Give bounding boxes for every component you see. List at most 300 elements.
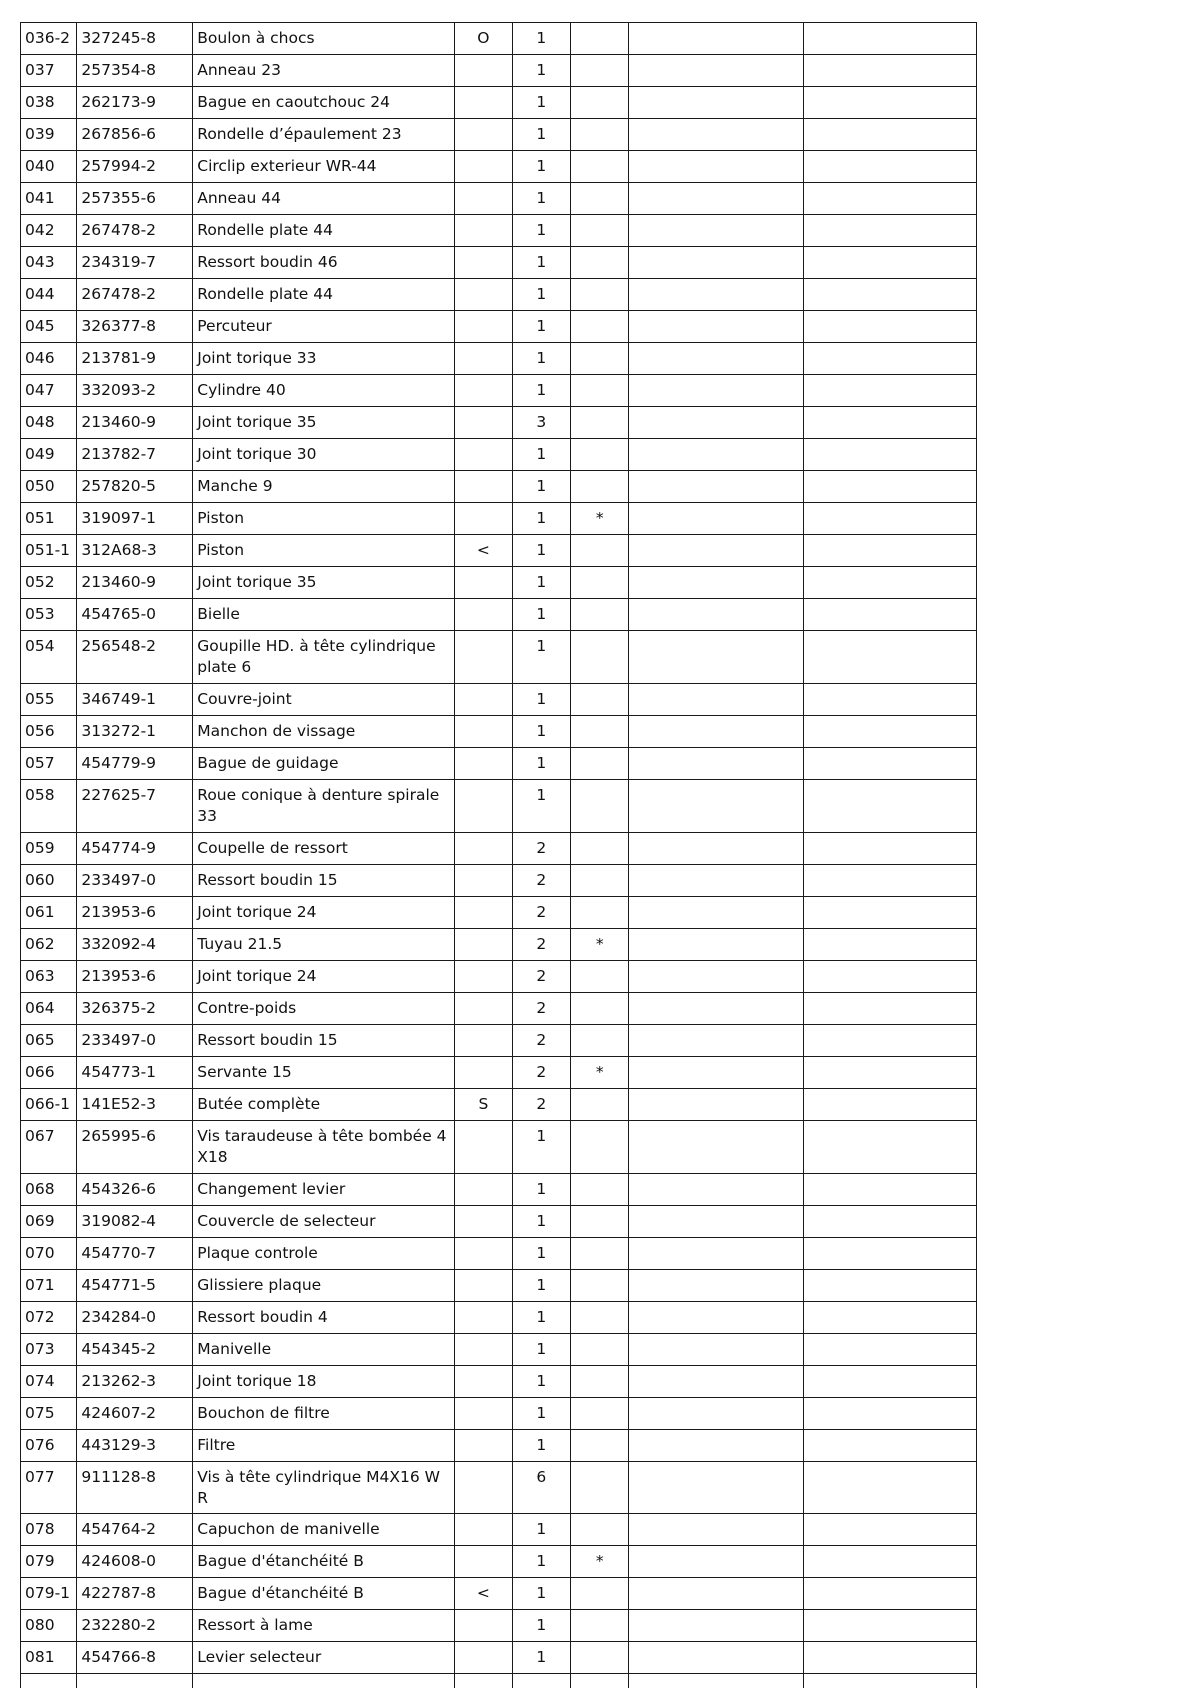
table-row-continued bbox=[21, 1674, 977, 1688]
part-number-cell: 213460-9 bbox=[77, 567, 193, 599]
empty-cell bbox=[629, 865, 803, 897]
table-row bbox=[21, 716, 977, 748]
parts-list-table bbox=[20, 22, 977, 1688]
quantity-cell: 1 bbox=[512, 439, 570, 471]
empty-cell bbox=[803, 1546, 976, 1578]
note-cell: * bbox=[570, 1057, 628, 1089]
empty-cell bbox=[803, 1430, 976, 1462]
note-cell bbox=[570, 279, 628, 311]
part-number-cell: 326377-8 bbox=[77, 311, 193, 343]
empty-cell bbox=[629, 1121, 803, 1174]
note-cell bbox=[570, 780, 628, 833]
description-cell: Rondelle plate 44 bbox=[193, 215, 455, 247]
description-cell: Joint torique 35 bbox=[193, 567, 455, 599]
item-number-cell: 079 bbox=[21, 1546, 77, 1578]
description-cell: Manchon de vissage bbox=[193, 716, 455, 748]
empty-cell bbox=[803, 23, 976, 55]
empty-cell bbox=[629, 1270, 803, 1302]
table-row bbox=[21, 1238, 977, 1270]
empty-cell bbox=[803, 1238, 976, 1270]
table-row bbox=[21, 343, 977, 375]
empty-cell bbox=[803, 311, 976, 343]
empty-cell bbox=[803, 439, 976, 471]
table-row bbox=[21, 1302, 977, 1334]
table-row bbox=[21, 684, 977, 716]
empty-cell bbox=[629, 1089, 803, 1121]
quantity-cell: 1 bbox=[512, 375, 570, 407]
mark-cell bbox=[455, 215, 512, 247]
mark-cell bbox=[455, 503, 512, 535]
table-row bbox=[21, 1546, 977, 1578]
empty-cell bbox=[629, 471, 803, 503]
item-number-cell: 054 bbox=[21, 631, 77, 684]
part-number-cell: 319082-4 bbox=[77, 1206, 193, 1238]
mark-cell bbox=[455, 1366, 512, 1398]
item-number-cell: 036-2 bbox=[21, 23, 77, 55]
description-cell: Couvercle de selecteur bbox=[193, 1206, 455, 1238]
part-number-cell: 422787-8 bbox=[77, 1578, 193, 1610]
description-cell: Glissiere plaque bbox=[193, 1270, 455, 1302]
quantity-cell: 1 bbox=[512, 535, 570, 567]
note-cell bbox=[570, 1398, 628, 1430]
note-cell bbox=[570, 55, 628, 87]
part-number-cell: 257820-5 bbox=[77, 471, 193, 503]
empty-cell bbox=[803, 929, 976, 961]
table-row bbox=[21, 439, 977, 471]
description-cell: Ressort boudin 46 bbox=[193, 247, 455, 279]
mark-cell bbox=[455, 993, 512, 1025]
mark-cell: < bbox=[455, 535, 512, 567]
quantity-cell: 1 bbox=[512, 599, 570, 631]
part-number-cell: 319097-1 bbox=[77, 503, 193, 535]
empty-cell bbox=[803, 599, 976, 631]
table-row bbox=[21, 87, 977, 119]
note-cell bbox=[570, 1302, 628, 1334]
empty-cell bbox=[803, 279, 976, 311]
empty-cell bbox=[629, 247, 803, 279]
empty-cell bbox=[803, 151, 976, 183]
part-number-cell: 227625-7 bbox=[77, 780, 193, 833]
note-cell bbox=[570, 439, 628, 471]
description-cell: Servante 15 bbox=[193, 1057, 455, 1089]
quantity-cell: 2 bbox=[512, 865, 570, 897]
description-cell: Joint torique 33 bbox=[193, 343, 455, 375]
quantity-cell: 1 bbox=[512, 1302, 570, 1334]
quantity-cell: 2 bbox=[512, 961, 570, 993]
table-row bbox=[21, 1462, 977, 1514]
empty-cell bbox=[629, 1174, 803, 1206]
mark-cell bbox=[455, 55, 512, 87]
quantity-cell: 1 bbox=[512, 684, 570, 716]
part-number-cell: 312A68-3 bbox=[77, 535, 193, 567]
table-row bbox=[21, 631, 977, 684]
note-cell bbox=[570, 865, 628, 897]
empty-cell bbox=[629, 279, 803, 311]
description-cell: Ressort à lame bbox=[193, 1610, 455, 1642]
table-row bbox=[21, 1642, 977, 1674]
empty-cell bbox=[803, 1462, 976, 1514]
description-cell: Ressort boudin 4 bbox=[193, 1302, 455, 1334]
empty-cell bbox=[803, 716, 976, 748]
note-cell bbox=[570, 716, 628, 748]
empty-cell bbox=[803, 684, 976, 716]
item-number-cell: 062 bbox=[21, 929, 77, 961]
note-cell bbox=[570, 1089, 628, 1121]
description-cell: Rondelle d’épaulement 23 bbox=[193, 119, 455, 151]
item-number-cell: 069 bbox=[21, 1206, 77, 1238]
table-row bbox=[21, 1578, 977, 1610]
part-number-cell: 141E52-3 bbox=[77, 1089, 193, 1121]
description-cell: Percuteur bbox=[193, 311, 455, 343]
quantity-cell: 1 bbox=[512, 1174, 570, 1206]
table-row bbox=[21, 1366, 977, 1398]
table-row bbox=[21, 897, 977, 929]
empty-cell bbox=[629, 631, 803, 684]
quantity-cell: 2 bbox=[512, 1089, 570, 1121]
empty-cell bbox=[803, 1334, 976, 1366]
description-cell: Rondelle plate 44 bbox=[193, 279, 455, 311]
empty-cell bbox=[629, 897, 803, 929]
quantity-cell: 1 bbox=[512, 247, 570, 279]
quantity-cell: 2 bbox=[512, 833, 570, 865]
item-number-cell: 075 bbox=[21, 1398, 77, 1430]
quantity-cell: 1 bbox=[512, 1206, 570, 1238]
table-row bbox=[21, 993, 977, 1025]
table-row bbox=[21, 1121, 977, 1174]
description-cell: Bouchon de filtre bbox=[193, 1398, 455, 1430]
empty-cell bbox=[803, 1398, 976, 1430]
table-row bbox=[21, 311, 977, 343]
table-row bbox=[21, 1430, 977, 1462]
description-cell: Bielle bbox=[193, 599, 455, 631]
item-number-cell: 056 bbox=[21, 716, 77, 748]
quantity-cell: 2 bbox=[512, 897, 570, 929]
part-number-cell: 332093-2 bbox=[77, 375, 193, 407]
description-cell: Vis à tête cylindrique M4X16 WR bbox=[193, 1462, 455, 1514]
item-number-cell: 038 bbox=[21, 87, 77, 119]
note-cell bbox=[570, 119, 628, 151]
note-cell bbox=[570, 151, 628, 183]
empty-cell bbox=[803, 375, 976, 407]
empty-cell bbox=[629, 1302, 803, 1334]
quantity-cell: 2 bbox=[512, 929, 570, 961]
part-number-cell: 257355-6 bbox=[77, 183, 193, 215]
empty-cell bbox=[803, 87, 976, 119]
mark-cell bbox=[455, 961, 512, 993]
mark-cell bbox=[455, 343, 512, 375]
empty-cell bbox=[629, 439, 803, 471]
empty-cell bbox=[629, 183, 803, 215]
table-row bbox=[21, 279, 977, 311]
part-number-cell: 213460-9 bbox=[77, 407, 193, 439]
item-number-cell: 080 bbox=[21, 1610, 77, 1642]
mark-cell bbox=[455, 1174, 512, 1206]
description-cell: Bague d'étanchéité B bbox=[193, 1546, 455, 1578]
empty-cell bbox=[803, 780, 976, 833]
note-cell bbox=[570, 961, 628, 993]
note-cell bbox=[570, 215, 628, 247]
mark-cell bbox=[455, 1270, 512, 1302]
table-row bbox=[21, 23, 977, 55]
description-cell: Capuchon de manivelle bbox=[193, 1514, 455, 1546]
mark-cell bbox=[455, 1057, 512, 1089]
empty-cell bbox=[629, 1642, 803, 1674]
note-cell bbox=[570, 23, 628, 55]
part-number-cell: 213781-9 bbox=[77, 343, 193, 375]
part-number-cell: 233497-0 bbox=[77, 1025, 193, 1057]
quantity-cell: 1 bbox=[512, 279, 570, 311]
note-cell bbox=[570, 407, 628, 439]
part-number-cell: 213953-6 bbox=[77, 961, 193, 993]
empty-cell bbox=[629, 1430, 803, 1462]
table-row bbox=[21, 1174, 977, 1206]
note-cell bbox=[570, 1334, 628, 1366]
item-number-cell: 053 bbox=[21, 599, 77, 631]
description-cell: Contre-poids bbox=[193, 993, 455, 1025]
item-number-cell: 063 bbox=[21, 961, 77, 993]
quantity-cell: 1 bbox=[512, 1514, 570, 1546]
empty-cell bbox=[629, 1238, 803, 1270]
quantity-cell: 1 bbox=[512, 1610, 570, 1642]
table-row bbox=[21, 1270, 977, 1302]
item-number-cell: 042 bbox=[21, 215, 77, 247]
empty-cell bbox=[629, 343, 803, 375]
note-cell bbox=[570, 535, 628, 567]
item-number-cell: 055 bbox=[21, 684, 77, 716]
table-row bbox=[21, 1206, 977, 1238]
table-row bbox=[21, 183, 977, 215]
part-number-cell: 326375-2 bbox=[77, 993, 193, 1025]
note-cell bbox=[570, 87, 628, 119]
item-number-cell: 070 bbox=[21, 1238, 77, 1270]
quantity-cell: 1 bbox=[512, 1578, 570, 1610]
item-number-cell: 057 bbox=[21, 748, 77, 780]
quantity-cell: 1 bbox=[512, 1430, 570, 1462]
description-cell: Ressort boudin 15 bbox=[193, 865, 455, 897]
mark-cell bbox=[455, 183, 512, 215]
item-number-cell: 048 bbox=[21, 407, 77, 439]
empty-cell bbox=[629, 1366, 803, 1398]
description-cell: Joint torique 24 bbox=[193, 897, 455, 929]
mark-cell bbox=[455, 1238, 512, 1270]
description-cell: Vis taraudeuse à tête bombée 4X18 bbox=[193, 1121, 455, 1174]
description-cell: Changement levier bbox=[193, 1174, 455, 1206]
empty-cell bbox=[803, 833, 976, 865]
empty-cell bbox=[629, 503, 803, 535]
empty-cell bbox=[803, 865, 976, 897]
empty-cell bbox=[629, 1578, 803, 1610]
note-cell bbox=[570, 1514, 628, 1546]
description-cell: Manche 9 bbox=[193, 471, 455, 503]
description-cell: Piston bbox=[193, 535, 455, 567]
note-cell bbox=[570, 1462, 628, 1514]
empty-cell bbox=[629, 87, 803, 119]
quantity-cell: 1 bbox=[512, 151, 570, 183]
description-cell: Filtre bbox=[193, 1430, 455, 1462]
empty-cell bbox=[803, 55, 976, 87]
table-row bbox=[21, 748, 977, 780]
empty-cell bbox=[455, 1674, 512, 1688]
table-row bbox=[21, 1334, 977, 1366]
empty-cell bbox=[629, 119, 803, 151]
description-cell: Bague de guidage bbox=[193, 748, 455, 780]
item-number-cell: 047 bbox=[21, 375, 77, 407]
mark-cell bbox=[455, 748, 512, 780]
empty-cell bbox=[803, 343, 976, 375]
note-cell bbox=[570, 1174, 628, 1206]
empty-cell bbox=[803, 1270, 976, 1302]
empty-cell bbox=[629, 151, 803, 183]
item-number-cell: 050 bbox=[21, 471, 77, 503]
empty-cell bbox=[629, 1674, 803, 1688]
part-number-cell: 257994-2 bbox=[77, 151, 193, 183]
part-number-cell: 454766-8 bbox=[77, 1642, 193, 1674]
quantity-cell: 1 bbox=[512, 23, 570, 55]
note-cell bbox=[570, 1610, 628, 1642]
description-cell: Bague d'étanchéité B bbox=[193, 1578, 455, 1610]
empty-cell bbox=[193, 1674, 455, 1688]
description-cell: Joint torique 18 bbox=[193, 1366, 455, 1398]
quantity-cell: 1 bbox=[512, 567, 570, 599]
mark-cell bbox=[455, 897, 512, 929]
item-number-cell: 064 bbox=[21, 993, 77, 1025]
item-number-cell: 039 bbox=[21, 119, 77, 151]
part-number-cell: 233497-0 bbox=[77, 865, 193, 897]
item-number-cell: 059 bbox=[21, 833, 77, 865]
empty-cell bbox=[803, 471, 976, 503]
empty-cell bbox=[803, 1674, 976, 1688]
table-row bbox=[21, 1057, 977, 1089]
table-row bbox=[21, 471, 977, 503]
item-number-cell: 043 bbox=[21, 247, 77, 279]
item-number-cell: 078 bbox=[21, 1514, 77, 1546]
empty-cell bbox=[629, 599, 803, 631]
item-number-cell: 052 bbox=[21, 567, 77, 599]
item-number-cell: 051 bbox=[21, 503, 77, 535]
note-cell bbox=[570, 1025, 628, 1057]
mark-cell bbox=[455, 1206, 512, 1238]
quantity-cell: 1 bbox=[512, 1270, 570, 1302]
note-cell bbox=[570, 183, 628, 215]
description-cell: Manivelle bbox=[193, 1334, 455, 1366]
quantity-cell: 1 bbox=[512, 55, 570, 87]
part-number-cell: 454770-7 bbox=[77, 1238, 193, 1270]
table-row bbox=[21, 215, 977, 247]
part-number-cell: 267478-2 bbox=[77, 215, 193, 247]
mark-cell bbox=[455, 1398, 512, 1430]
mark-cell bbox=[455, 716, 512, 748]
quantity-cell: 1 bbox=[512, 631, 570, 684]
quantity-cell: 1 bbox=[512, 1642, 570, 1674]
table-row bbox=[21, 1610, 977, 1642]
parts-list-body bbox=[21, 23, 977, 1688]
note-cell bbox=[570, 1121, 628, 1174]
empty-cell bbox=[803, 1302, 976, 1334]
empty-cell bbox=[629, 1057, 803, 1089]
empty-cell bbox=[803, 1610, 976, 1642]
item-number-cell: 081 bbox=[21, 1642, 77, 1674]
mark-cell bbox=[455, 1514, 512, 1546]
item-number-cell: 079-1 bbox=[21, 1578, 77, 1610]
description-cell: Piston bbox=[193, 503, 455, 535]
quantity-cell: 1 bbox=[512, 1238, 570, 1270]
empty-cell bbox=[803, 1174, 976, 1206]
table-row bbox=[21, 929, 977, 961]
part-number-cell: 234284-0 bbox=[77, 1302, 193, 1334]
empty-cell bbox=[629, 1206, 803, 1238]
table-row bbox=[21, 375, 977, 407]
empty-cell bbox=[803, 567, 976, 599]
item-number-cell: 066 bbox=[21, 1057, 77, 1089]
empty-cell bbox=[803, 1121, 976, 1174]
description-cell: Joint torique 35 bbox=[193, 407, 455, 439]
table-row bbox=[21, 1398, 977, 1430]
description-cell: Butée complète bbox=[193, 1089, 455, 1121]
empty-cell bbox=[512, 1674, 570, 1688]
item-number-cell: 072 bbox=[21, 1302, 77, 1334]
description-cell: Cylindre 40 bbox=[193, 375, 455, 407]
item-number-cell: 060 bbox=[21, 865, 77, 897]
note-cell bbox=[570, 1270, 628, 1302]
empty-cell bbox=[629, 55, 803, 87]
mark-cell bbox=[455, 1642, 512, 1674]
empty-cell bbox=[629, 567, 803, 599]
quantity-cell: 1 bbox=[512, 1366, 570, 1398]
mark-cell bbox=[455, 631, 512, 684]
table-row bbox=[21, 119, 977, 151]
description-cell: Roue conique à denture spirale 33 bbox=[193, 780, 455, 833]
quantity-cell: 1 bbox=[512, 748, 570, 780]
empty-cell bbox=[629, 833, 803, 865]
mark-cell bbox=[455, 471, 512, 503]
mark-cell bbox=[455, 1302, 512, 1334]
part-number-cell: 346749-1 bbox=[77, 684, 193, 716]
part-number-cell: 265995-6 bbox=[77, 1121, 193, 1174]
description-cell: Anneau 23 bbox=[193, 55, 455, 87]
table-row bbox=[21, 151, 977, 183]
part-number-cell: 454765-0 bbox=[77, 599, 193, 631]
quantity-cell: 2 bbox=[512, 1025, 570, 1057]
table-row bbox=[21, 780, 977, 833]
empty-cell bbox=[803, 631, 976, 684]
part-number-cell: 267856-6 bbox=[77, 119, 193, 151]
quantity-cell: 1 bbox=[512, 343, 570, 375]
note-cell: * bbox=[570, 1546, 628, 1578]
empty-cell bbox=[629, 1398, 803, 1430]
mark-cell bbox=[455, 87, 512, 119]
empty-cell bbox=[629, 23, 803, 55]
empty-cell bbox=[629, 1334, 803, 1366]
item-number-cell: 044 bbox=[21, 279, 77, 311]
quantity-cell: 3 bbox=[512, 407, 570, 439]
empty-cell bbox=[629, 1514, 803, 1546]
mark-cell bbox=[455, 407, 512, 439]
note-cell bbox=[570, 684, 628, 716]
item-number-cell: 058 bbox=[21, 780, 77, 833]
description-cell: Joint torique 24 bbox=[193, 961, 455, 993]
mark-cell bbox=[455, 1546, 512, 1578]
mark-cell bbox=[455, 1121, 512, 1174]
mark-cell bbox=[455, 865, 512, 897]
note-cell bbox=[570, 375, 628, 407]
item-number-cell: 071 bbox=[21, 1270, 77, 1302]
quantity-cell: 1 bbox=[512, 87, 570, 119]
table-row bbox=[21, 503, 977, 535]
empty-cell bbox=[570, 1674, 628, 1688]
note-cell bbox=[570, 1642, 628, 1674]
empty-cell bbox=[629, 1546, 803, 1578]
item-number-cell: 037 bbox=[21, 55, 77, 87]
